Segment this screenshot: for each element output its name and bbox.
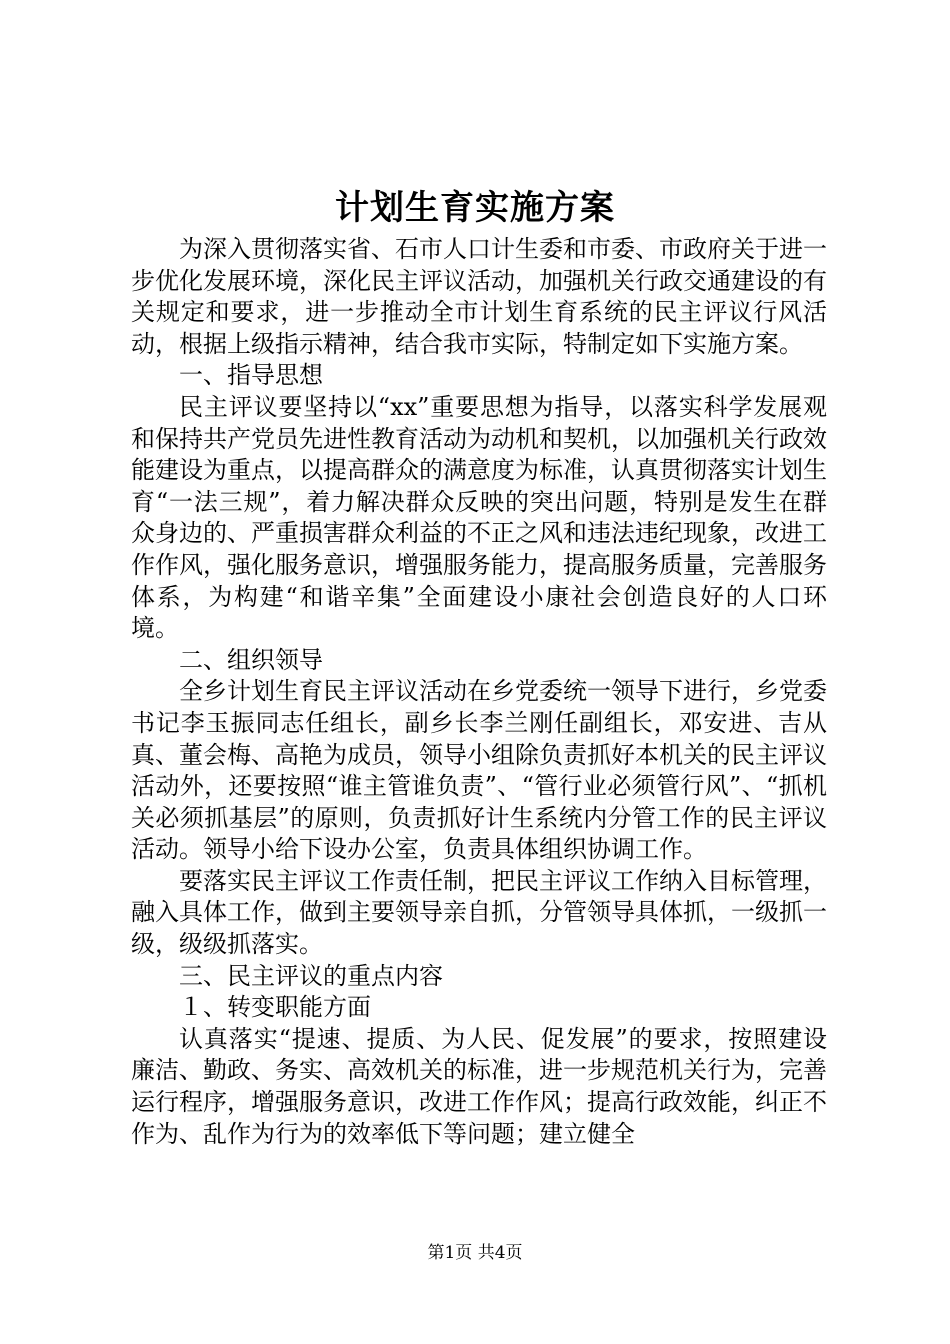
section-heading-guiding-ideology: 一、指导思想 <box>179 361 323 390</box>
section-heading-organization: 二、组织领导 <box>179 645 323 674</box>
document-body <box>131 234 827 1150</box>
section-heading-key-content: 三、民主评议的重点内容 <box>179 961 443 990</box>
intro-paragraph: 为深入贯彻落实省、石市人口计生委和市委、市政府关于进一步优化发展环境，深化民主评议活动，加强机关行政交通建设的有关规定和要求，进一步推动全市计划生育系统的民主评议行风活动，根据上级指示精神，结合我市实际，特制定如下实施方案。 <box>131 235 827 358</box>
guiding-ideology-paragraph: 民主评议要坚持以“xx”重要思想为指导，以落实科学发展观和保持共产党员先进性教育活动为动机和契机，以加强机关行政效能建设为重点，以提高群众的满意度为标准，认真贯彻落实计划生育“一法三规”，着力解决群众反映的突出问题，特别是发生在群众身边的、严重损害群众利益的不正之风和违法违纪现象，改进工作作风，强化服务意识，增强服务能力，提高服务质量，完善服务体系，为构建“和谐辛集”全面建设小康社会创造良好的人口环境。 <box>131 392 827 643</box>
subsection-heading-function-change: １、转变职能方面 <box>179 993 371 1022</box>
responsibility-paragraph: 要落实民主评议工作责任制，把民主评议工作纳入目标管理，融入具体工作，做到主要领导亲自抓，分管领导具体抓，一级抓一级，级级抓落实。 <box>131 866 827 959</box>
function-change-paragraph: 认真落实“提速、提质、为人民、促发展”的要求，按照建设廉洁、勤政、务实、高效机关的标准，进一步规范机关行为，完善运行程序，增强服务意识，改进工作作风；提高行政效能，纠正不作为、乱作为行为的效率低下等问题；建立健全 <box>131 1024 827 1148</box>
document-title: 计划生育实施方案 <box>335 188 615 228</box>
organization-paragraph: 全乡计划生育民主评议活动在乡党委统一领导下进行，乡党委书记李玉振同志任组长，副乡长李兰刚任副组长，邓安进、吉从真、董会梅、高艳为成员，领导小组除负责抓好本机关的民主评议活动外，还要按照“谁主管谁负责”、“管行业必须管行风”、“抓机关必须抓基层”的原则，负责抓好计生系统内分管工作的民主评议活动。领导小给下设办公室，负责具体组织协调工作。 <box>131 677 827 864</box>
page-number-footer: 第1页 共4页 <box>427 1243 523 1263</box>
